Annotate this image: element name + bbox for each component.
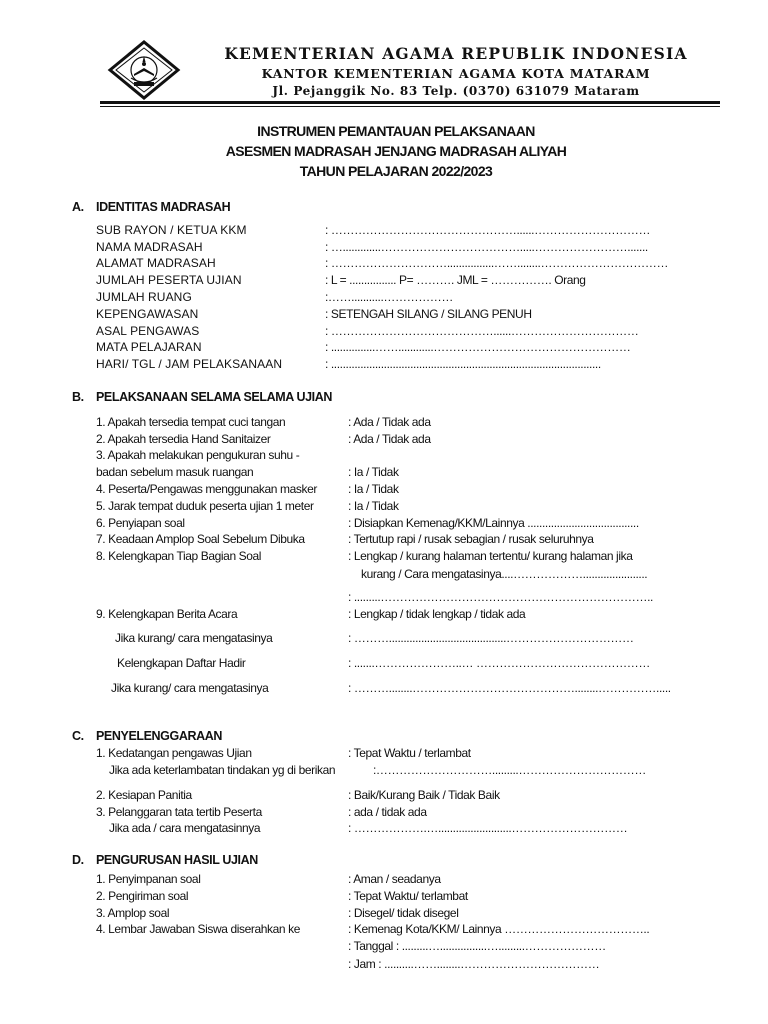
item-label: 3. Amplop soal (96, 906, 170, 920)
field-label: HARI/ TGL / JAM PELAKSANAAN (96, 357, 283, 371)
field-label: KEPENGAWASAN (96, 307, 199, 321)
item-label: 3. Pelanggaran tata tertib Peserta (96, 805, 262, 819)
item-label: Jika kurang/ cara mengatasinya (111, 681, 269, 695)
section-letter: A. (72, 200, 84, 214)
field-label: ASAL PENGAWAS (96, 324, 200, 338)
section-title: PELAKSANAAN SELAMA SELAMA UJIAN (96, 390, 332, 404)
item-label: 1. Kedatangan pengawas Ujian (96, 746, 252, 760)
item-label: 1. Apakah tersedia tempat cuci tangan (96, 415, 286, 429)
item-value: : Ia / Tidak (348, 482, 399, 496)
item-value: : ………........................................…………………………… (348, 631, 634, 645)
item-value: : .......…………………..… ……………………………………… (348, 656, 651, 670)
item-value: : ………........……………………………………........……………..... (348, 681, 671, 695)
ministry-emblem-icon (104, 38, 184, 102)
item-label: 3. Apakah melakukan pengukuran suhu - (96, 448, 300, 462)
letterhead-rule-thick (100, 101, 720, 104)
item-value: : Ia / Tidak (348, 499, 399, 513)
item-value-continuation: : .........…………………………………………………………….. (348, 590, 653, 604)
field-value: : …………………………................……........…………………………… (325, 256, 669, 270)
item-value: : Ada / Tidak ada (348, 432, 431, 446)
field-value: : ….............……………………………….....……………………....... (325, 240, 648, 254)
title-line-1: INSTRUMEN PEMANTAUAN PELAKSANAAN (257, 123, 535, 139)
field-value: : L = ................ P= ………. JML = ……………. Orang (325, 273, 586, 287)
item-value: : Baik/Kurang Baik / Tidak Baik (348, 788, 500, 802)
item-label: Jika ada keterlambatan tindakan yg di berikan (109, 763, 336, 777)
section-letter: D. (72, 853, 84, 867)
title-line-2: ASESMEN MADRASAH JENJANG MADRASAH ALIYAH (225, 143, 567, 159)
section-b-heading (72, 390, 332, 404)
field-value: : …………………………………………......………………………… (325, 223, 651, 237)
field-label: NAMA MADRASAH (96, 240, 203, 254)
item-label: 7. Keadaan Amplop Soal Sebelum Dibuka (96, 532, 305, 546)
item-label: Kelengkapan Daftar Hadir (117, 656, 246, 670)
item-label: Jika ada / cara mengatasinnya (109, 821, 261, 835)
item-value: : ada / tidak ada (348, 805, 427, 819)
field-label: JUMLAH RUANG (96, 290, 192, 304)
item-label: 5. Jarak tempat duduk peserta ujian 1 meter (96, 499, 314, 513)
letterhead-address: Jl. Pejanggik No. 83 Telp. (0370) 631079 Mataram (272, 84, 640, 98)
section-c-heading (72, 729, 222, 743)
item-label: 4. Lembar Jawaban Siswa diserahkan ke (96, 922, 300, 936)
item-label: 4. Peserta/Pengawas menggunakan masker (96, 482, 317, 496)
item-value: : Lengkap / tidak lengkap / tidak ada (348, 607, 526, 621)
field-label: MATA PELAJARAN (96, 340, 202, 354)
item-label: 8. Kelengkapan Tiap Bagian Soal (96, 549, 262, 563)
item-label: 2. Kesiapan Panitia (96, 788, 192, 802)
letterhead-ministry: KEMENTERIAN AGAMA REPUBLIK INDONESIA (224, 44, 688, 63)
item-value-tanggal: : Tanggal : .........…................….........………………… (348, 939, 606, 953)
letterhead-office: KANTOR KEMENTERIAN AGAMA KOTA MATARAM (261, 66, 651, 81)
item-label: 1. Penyimpanan soal (96, 872, 201, 886)
section-letter: B. (72, 390, 84, 404)
section-letter: C. (72, 729, 84, 743)
field-value: : ............................................................................................ (325, 357, 601, 371)
field-value: : ...............……............…………………………………………… (325, 340, 631, 354)
item-value: : Ia / Tidak (348, 465, 399, 479)
item-value: : Tertutup rapi / rusak sebagian / rusak seluruhnya (348, 532, 594, 546)
item-value: :………………………….........…………………………… (373, 763, 646, 777)
section-title: PENGURUSAN HASIL UJIAN (96, 853, 258, 867)
title-line-3: TAHUN PELAJARAN 2022/2023 (299, 163, 493, 179)
item-value-jam: : Jam : ..........……........……………………………… (348, 957, 600, 971)
item-value-continuation: kurang / Cara mengatasinya....………………...................... (361, 567, 648, 581)
field-label: SUB RAYON / KETUA KKM (96, 223, 247, 237)
item-value: : Kemenag Kota/KKM/ Lainnya ……………………………….. (348, 922, 650, 936)
item-value: : Tepat Waktu / terlambat (348, 746, 471, 760)
section-a-heading (72, 200, 230, 214)
item-value: : Ada / Tidak ada (348, 415, 431, 429)
item-label: 2. Apakah tersedia Hand Sanitaizer (96, 432, 271, 446)
item-value: : ……………….….........................………………………… (348, 821, 628, 835)
field-label: ALAMAT MADRASAH (96, 256, 216, 270)
item-value: : Tepat Waktu/ terlambat (348, 889, 468, 903)
field-value: : SETENGAH SILANG / SILANG PENUH (325, 307, 532, 321)
item-label: 6. Penyiapan soal (96, 516, 185, 530)
section-title: IDENTITAS MADRASAH (96, 200, 231, 214)
item-label: 9. Kelengkapan Berita Acara (96, 607, 238, 621)
item-value: : Aman / seadanya (348, 872, 441, 886)
item-label: Jika kurang/ cara mengatasinya (115, 631, 273, 645)
item-value: : Disiapkan Kemenag/KKM/Lainnya ...................................... (348, 516, 639, 530)
letterhead-rule-thin (100, 106, 720, 107)
field-value: :……...........……………… (325, 290, 454, 304)
section-title: PENYELENGGARAAN (96, 729, 222, 743)
field-label: JUMLAH PESERTA UJIAN (96, 273, 242, 287)
item-value: : Disegel/ tidak disegel (348, 906, 459, 920)
item-value: : Lengkap / kurang halaman tertentu/ kurang halaman jika (348, 549, 633, 563)
section-d-heading (72, 853, 258, 867)
item-label: 2. Pengiriman soal (96, 889, 189, 903)
field-value: : ……………………………………......…………………………… (325, 324, 639, 338)
item-label: badan sebelum masuk ruangan (96, 465, 254, 479)
